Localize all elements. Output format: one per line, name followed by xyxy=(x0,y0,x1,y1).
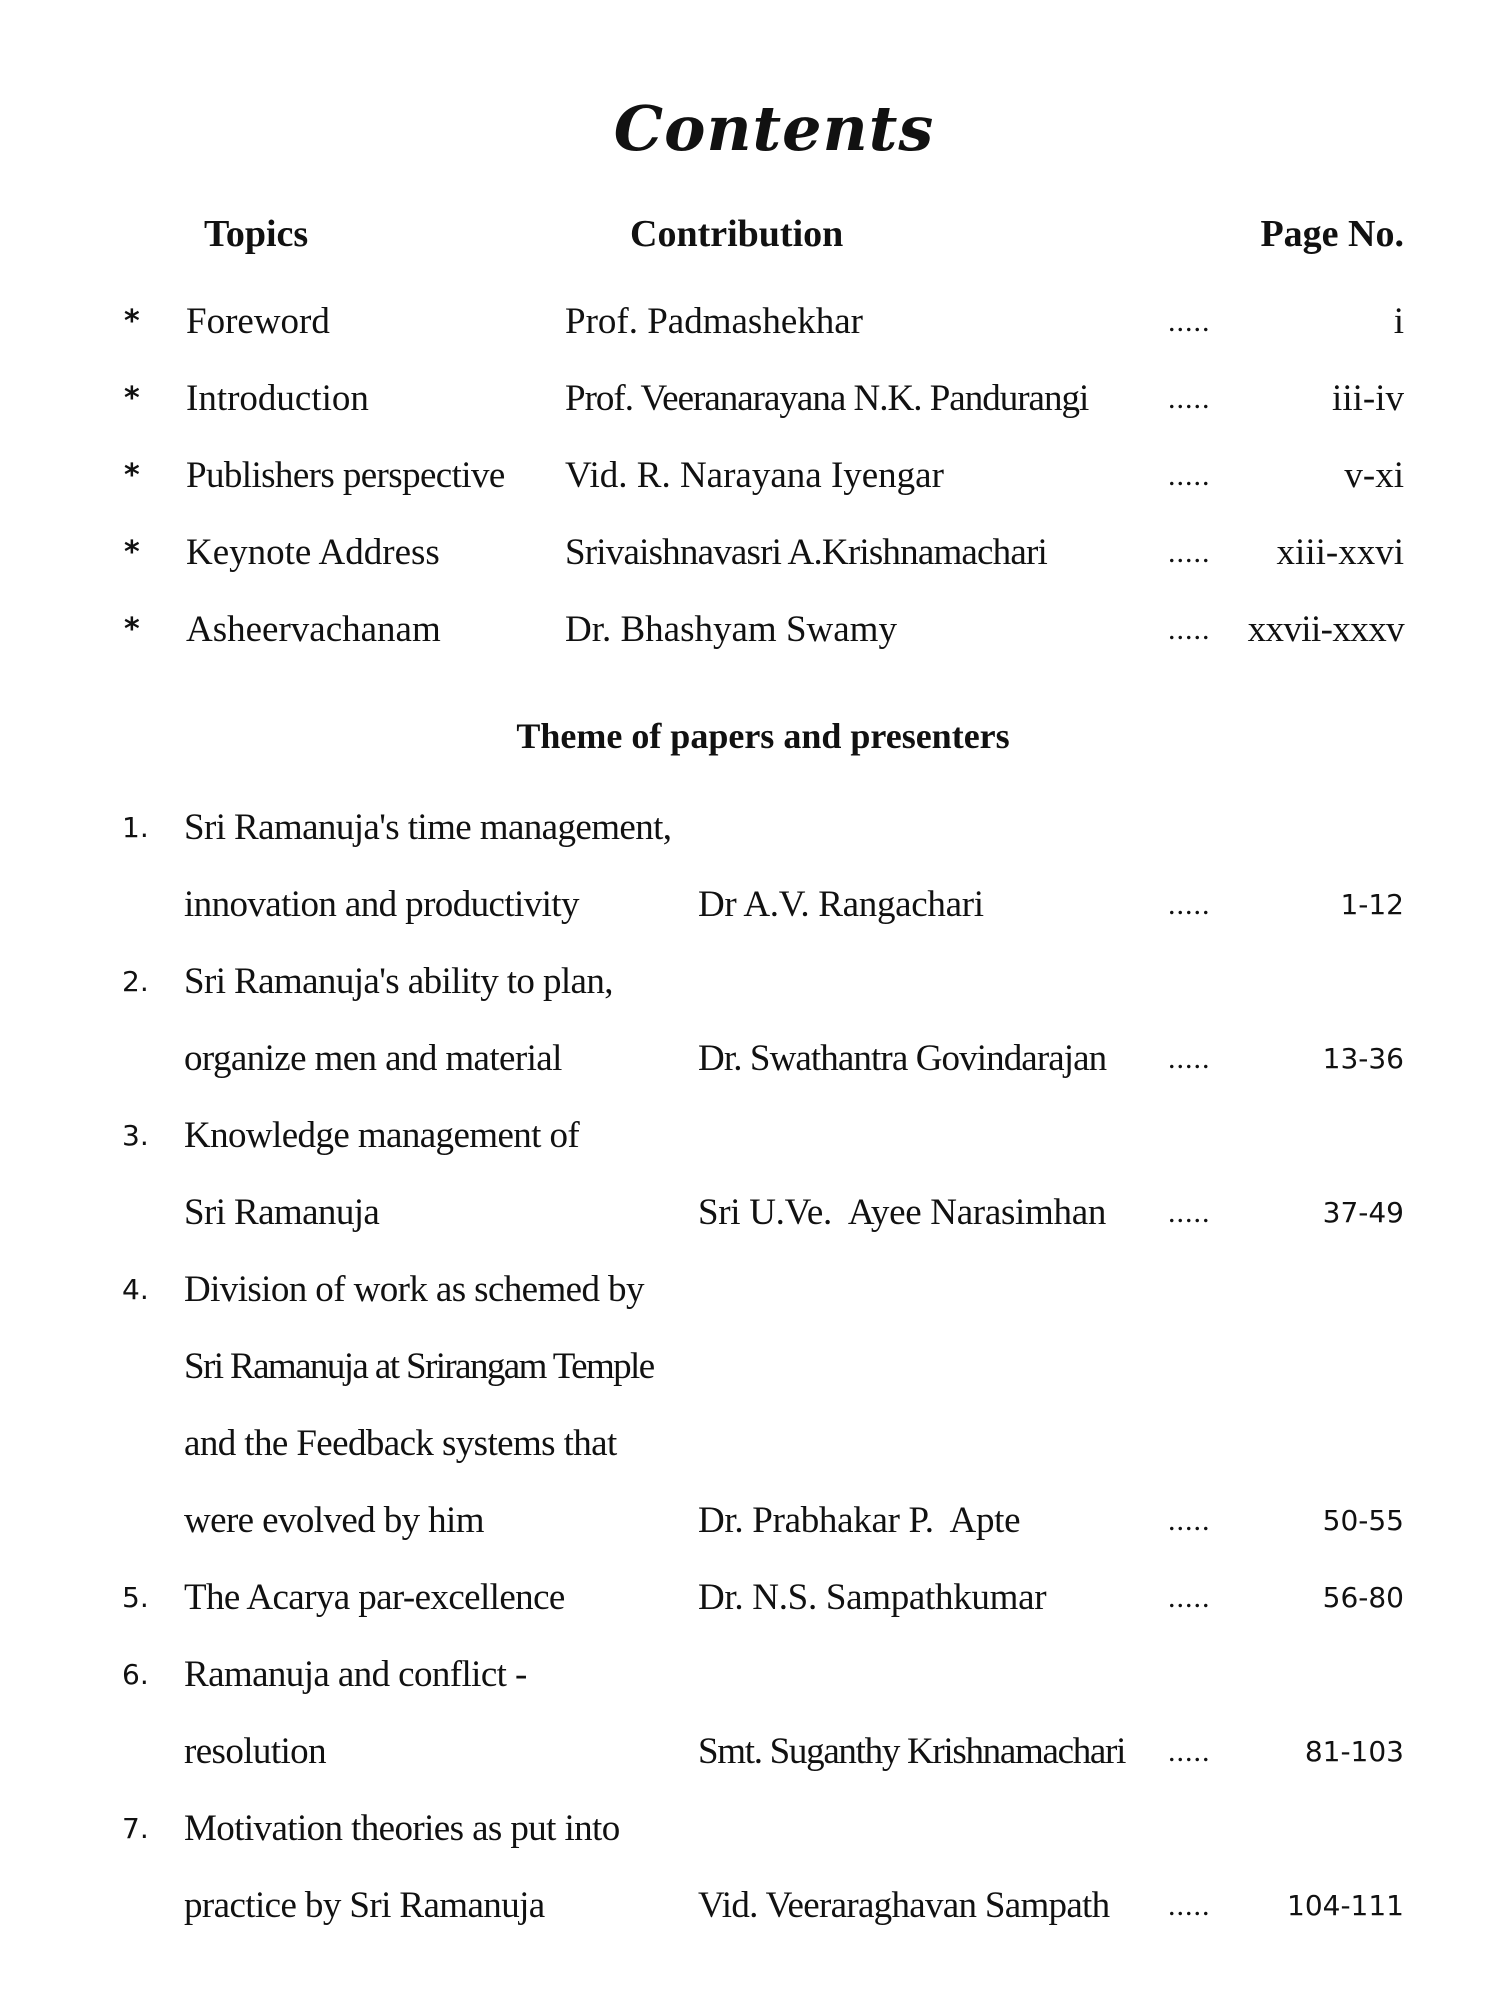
paper-title: Ramanuja and conflict - xyxy=(184,1654,527,1695)
leader-dots: ..... xyxy=(1168,382,1211,415)
contributor-name: Dr A.V. Rangachari xyxy=(698,884,984,925)
page-number: 81-103 xyxy=(1304,1735,1404,1768)
topic-title: Introduction xyxy=(186,378,369,419)
leader-dots: ..... xyxy=(1168,1889,1211,1922)
contributor-name: Sri U.Ve. Ayee Narasimhan xyxy=(698,1192,1107,1233)
contributor-name: Prof. Padmashekhar xyxy=(565,301,863,342)
paper-entry-line xyxy=(0,1491,1500,1551)
leader-dots: ..... xyxy=(1168,1735,1211,1768)
paper-title: Motivation theories as put into xyxy=(184,1808,620,1849)
page-number: i xyxy=(1393,301,1404,342)
bullet-marker: * xyxy=(124,381,140,416)
contributor-name: Srivaishnavasri A.Krishnamachari xyxy=(565,532,1047,573)
contributor-name: Dr. Swathantra Govindarajan xyxy=(698,1038,1107,1079)
paper-number: 4. xyxy=(122,1273,149,1306)
topic-title: Keynote Address xyxy=(186,532,440,573)
front-matter-row xyxy=(0,369,1500,429)
paper-title: resolution xyxy=(184,1731,326,1772)
paper-title: innovation and productivity xyxy=(184,884,579,925)
contributor-name: Smt. Suganthy Krishnamachari xyxy=(698,1731,1126,1772)
page-number: 37-49 xyxy=(1322,1196,1404,1229)
contributor-name: Dr. Bhashyam Swamy xyxy=(565,609,897,650)
paper-title: practice by Sri Ramanuja xyxy=(184,1885,545,1926)
page-number: 56-80 xyxy=(1322,1581,1404,1614)
section-title: Theme of papers and presenters xyxy=(516,716,1010,756)
page-number: 1-12 xyxy=(1340,888,1404,921)
topic-title: Foreword xyxy=(186,301,330,342)
page-number: iii-iv xyxy=(1332,378,1404,419)
paper-title-line xyxy=(0,1414,1500,1474)
paper-entry-line xyxy=(0,1568,1500,1628)
leader-dots: ..... xyxy=(1168,1581,1211,1614)
paper-title: Sri Ramanuja's ability to plan, xyxy=(184,961,613,1002)
paper-number: 2. xyxy=(122,965,149,998)
paper-entry-line xyxy=(0,1029,1500,1089)
leader-dots: ..... xyxy=(1168,888,1211,921)
paper-title: Knowledge management of xyxy=(184,1115,580,1156)
paper-title-line xyxy=(0,1260,1500,1320)
leader-dots: ..... xyxy=(1168,459,1211,492)
paper-number: 1. xyxy=(122,811,149,844)
page-number: v-xi xyxy=(1344,455,1404,496)
column-header-topics: Topics xyxy=(204,213,309,255)
paper-number: 7. xyxy=(122,1812,149,1845)
bullet-marker: * xyxy=(124,535,140,570)
front-matter-row xyxy=(0,292,1500,352)
leader-dots: ..... xyxy=(1168,613,1211,646)
topic-title: Publishers perspective xyxy=(186,455,505,496)
paper-title: and the Feedback systems that xyxy=(184,1423,617,1464)
paper-entry-line xyxy=(0,1722,1500,1782)
paper-title-line xyxy=(0,1106,1500,1166)
paper-title: The Acarya par-excellence xyxy=(184,1577,565,1618)
paper-entry-line xyxy=(0,875,1500,935)
contributor-name: Dr. N.S. Sampathkumar xyxy=(698,1577,1047,1618)
paper-title-line xyxy=(0,798,1500,858)
page-number: xiii-xxvi xyxy=(1276,532,1404,573)
contributor-name: Prof. Veeranarayana N.K. Pandurangi xyxy=(565,378,1089,419)
paper-entry-line xyxy=(0,1183,1500,1243)
bullet-marker: * xyxy=(124,458,140,493)
page-number: xxvii-xxxv xyxy=(1247,609,1404,650)
bullet-marker: * xyxy=(124,304,140,339)
leader-dots: ..... xyxy=(1168,1504,1211,1537)
front-matter-row xyxy=(0,523,1500,583)
paper-title-line xyxy=(0,1645,1500,1705)
front-matter-row xyxy=(0,446,1500,506)
page-number: 50-55 xyxy=(1322,1504,1404,1537)
paper-title: Sri Ramanuja's time management, xyxy=(184,807,672,848)
leader-dots: ..... xyxy=(1168,1196,1211,1229)
paper-number: 3. xyxy=(122,1119,149,1152)
paper-number: 6. xyxy=(122,1658,149,1691)
leader-dots: ..... xyxy=(1168,536,1211,569)
topic-title: Asheervachanam xyxy=(186,609,441,650)
paper-title: were evolved by him xyxy=(184,1500,484,1541)
contributor-name: Vid. Veeraraghavan Sampath xyxy=(698,1885,1110,1926)
front-matter-row xyxy=(0,600,1500,660)
page-title: Contents xyxy=(613,92,935,165)
paper-title: Division of work as schemed by xyxy=(184,1269,644,1310)
page-number: 104-111 xyxy=(1287,1889,1404,1922)
leader-dots: ..... xyxy=(1168,305,1211,338)
column-header-page: Page No. xyxy=(1260,213,1404,255)
column-header-contribution: Contribution xyxy=(630,213,844,255)
paper-title: Sri Ramanuja xyxy=(184,1192,380,1233)
paper-number: 5. xyxy=(122,1581,149,1614)
leader-dots: ..... xyxy=(1168,1042,1211,1075)
bullet-marker: * xyxy=(124,612,140,647)
contributor-name: Vid. R. Narayana Iyengar xyxy=(565,455,944,496)
paper-title-line xyxy=(0,952,1500,1012)
paper-entry-line xyxy=(0,1876,1500,1936)
paper-title-line xyxy=(0,1799,1500,1859)
paper-title-line xyxy=(0,1337,1500,1397)
paper-title: organize men and material xyxy=(184,1038,562,1079)
contributor-name: Dr. Prabhakar P. Apte xyxy=(698,1500,1021,1541)
page-number: 13-36 xyxy=(1322,1042,1404,1075)
paper-title: Sri Ramanuja at Srirangam Temple xyxy=(184,1346,654,1387)
